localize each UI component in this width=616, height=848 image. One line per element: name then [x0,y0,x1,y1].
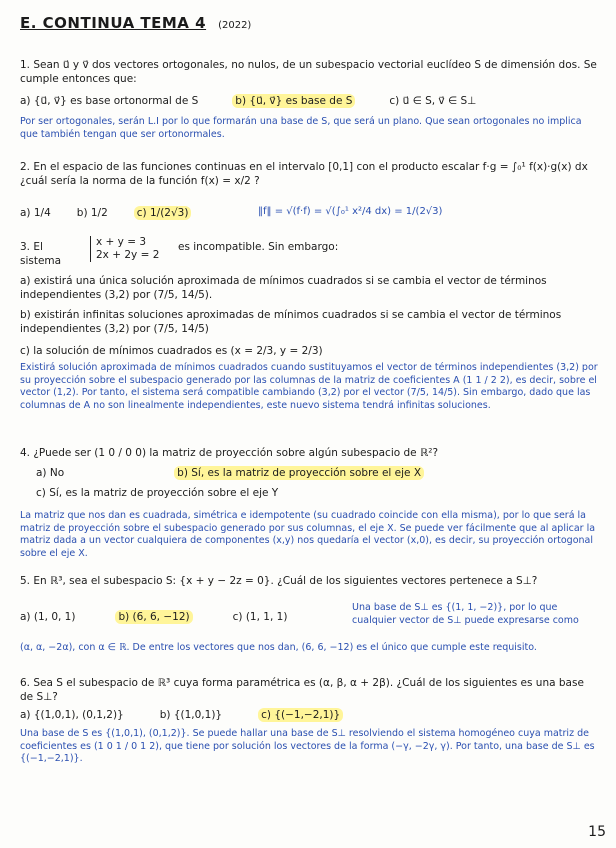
q6-option-a: a) {(1,0,1), (0,1,2)} [20,709,124,721]
q3-answer: Existirá solución aproximada de mínimos cuadrados cuando sustituyamos el vector de términos independientes (3,2) por su proyección sobre el subespacio generado por las columnas de la matriz de coeficientes A (1 1 / 2 2), es decir, sobre el vector (1,2). Por tanto, el sistema será compatible cambiando (3,2) por el vector (7/5, 14/5). Sin embargo, dado que las columnas de A no son linealmente independientes, este nuevo sistema tendrá infinitas soluciones. [20,362,598,411]
q3-option-b: b) existirán infinitas soluciones aproximadas de mínimos cuadrados si se cambia el vector de términos independientes (3,2) por (7/5, 14/5) [20,309,562,335]
q4-answer: La matriz que nos dan es cuadrada, simétrica e idempotente (su cuadrado coincide con ella misma), por lo que será la matriz de proyección sobre el subespacio generado por sus columnas, el eje X. Se puede ver fácilmente que al aplicar la matriz dada a un vector cualquiera de componentes (x,y) nos quedaría el vector (x,0), es decir, su proyección ortogonal sobre el eje X. [20,510,596,559]
q5-option-a: a) (1, 0, 1) [20,611,76,623]
q6-option-c: c) {(−1,−2,1)} [258,708,343,722]
q5-option-c: c) (1, 1, 1) [232,611,288,623]
q3-option-c: c) la solución de mínimos cuadrados es (x = 2/3, y = 2/3) [20,345,323,357]
page-title: E. CONTINUA TEMA 4 [20,14,207,32]
q6-option-b: b) {(1,0,1)} [159,709,223,721]
question-3-lead: 3. El sistema [20,241,62,267]
q4-option-a: a) No [36,467,65,479]
q1-option-a: a) {u⃗, v⃗} es base ortonormal de S [20,95,199,107]
question-4: 4. ¿Puede ser (1 0 / 0 0) la matriz de proyección sobre algún subespacio de ℝ²? [20,447,439,459]
page-number: 15 [588,824,606,840]
q5-answer: (α, α, −2α), con α ∈ ℝ. De entre los vectores que nos dan, (6, 6, −12) es el único que cumple este requisito. [20,642,537,653]
year-label: (2022) [218,20,252,31]
header [20,14,251,32]
q3-equation-1: x + y = 3 [96,236,147,248]
q2-option-c: c) 1/(2√3) [134,206,192,220]
q2-calculation: ‖f‖ = √(f·f) = √(∫₀¹ x²/4 dx) = 1/(2√3) [258,206,443,217]
q5-answer-side: Una base de S⊥ es {(1, 1, −2)}, por lo que cualquier vector de S⊥ puede expresarse como [352,602,579,626]
q3-system [90,236,159,262]
q4-option-c: c) Sí, es la matriz de proyección sobre el eje Y [36,487,279,499]
q3-option-a: a) existirá una única solución aproximada de mínimos cuadrados si se cambia el vector de términos independientes (3,2) por (7/5, 14/5). [20,275,547,301]
q5-option-b: b) (6, 6, −12) [115,610,192,624]
q1-answer: Por ser ortogonales, serán L.I por lo que formarán una base de S, que será un plano. Que sean ortogonales no implica que también tengan que ser ortonormales. [20,116,582,140]
question-1-options [20,94,600,108]
question-6-options [20,708,600,722]
question-5: 5. En ℝ³, sea el subespacio S: {x + y − 2z = 0}. ¿Cuál de los siguientes vectores pertenece a S⊥? [20,575,538,587]
q4-option-b: b) Sí, es la matriz de proyección sobre el eje X [174,466,424,480]
question-2-options [20,206,250,220]
q2-option-a: a) 1/4 [20,207,51,219]
question-1: 1. Sean u⃗ y v⃗ dos vectores ortogonales, no nulos, de un subespacio vectorial euclídeo S de dimensión dos. Se cumple entonces que: [20,59,597,85]
question-3-tail: es incompatible. Sin embargo: [178,241,339,253]
q1-option-b: b) {u⃗, v⃗} es base de S [232,94,355,108]
question-2: 2. En el espacio de las funciones continuas en el intervalo [0,1] con el producto escalar f·g = ∫₀¹ f(x)·g(x) dx ¿cuál sería la norma de la función f(x) = x/2 ? [20,161,588,187]
q3-equation-2: 2x + 2y = 2 [96,249,160,261]
question-5-options [20,610,340,624]
q1-option-c: c) u⃗ ∈ S, v⃗ ∈ S⊥ [389,95,477,107]
question-4-options-row [36,466,616,480]
q2-option-b: b) 1/2 [76,207,108,219]
q6-answer: Una base de S es {(1,0,1), (0,1,2)}. Se puede hallar una base de S⊥ resolviendo el sistema homogéneo cuya matriz de coeficientes es (1 0 1 / 0 1 2), que tiene por solución los vectores de la forma (−γ, −2γ, γ). Por tanto, una base de S⊥ es {(−1,−2,1)}. [20,728,595,764]
question-6: 6. Sea S el subespacio de ℝ³ cuya forma paramétrica es (α, β, α + 2β). ¿Cuál de los siguientes es una base de S⊥? [20,677,584,703]
